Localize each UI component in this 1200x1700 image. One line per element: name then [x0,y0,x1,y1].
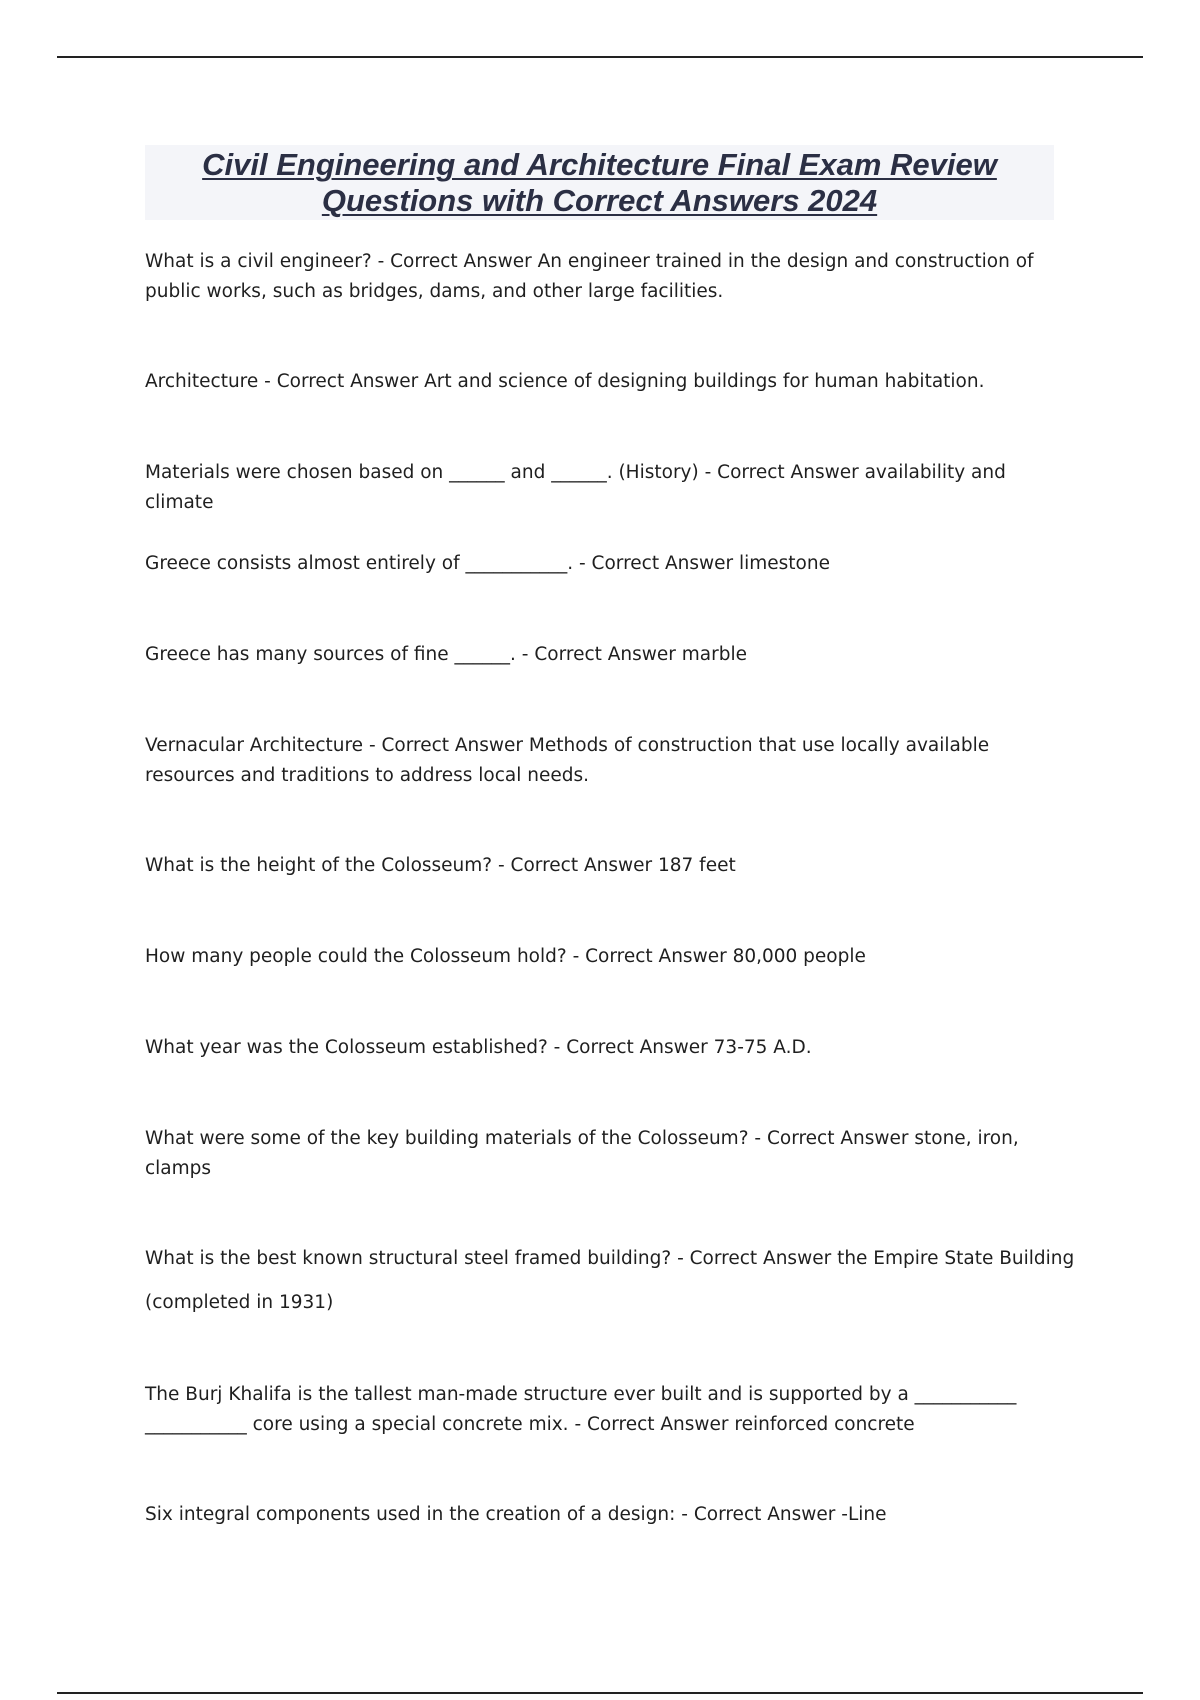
answer-text: reinforced concrete [734,1414,915,1435]
document-title [145,145,1054,220]
question-text: The Burj Khalifa is the tallest man-made structure ever built and is supported by a ___________ ___________ core using a special concrete mix. [145,1384,1017,1435]
answer-text: the Empire State Building (completed in 1931) [145,1248,1075,1313]
qa-item [145,549,1065,579]
question-text: Greece consists almost entirely of ___________. [145,553,574,574]
question-text: Vernacular Architecture [145,735,364,756]
qa-item [145,731,1005,791]
qa-item [145,1237,1075,1325]
qa-item [145,1380,1025,1440]
question-text: How many people could the Colosseum hold? [145,946,567,967]
answer-text: 80,000 people [732,946,866,967]
question-text: What year was the Colosseum established? [145,1037,548,1058]
answer-text: An engineer trained in the design and construction of public works, such as bridges, dams, and other large facilities. [145,251,1034,302]
answer-text: -Line [841,1504,887,1525]
answer-separator: - Correct Answer [363,735,529,756]
answer-text: stone, iron, clamps [145,1128,1019,1179]
answer-separator: - Correct Answer [371,251,538,272]
title-line-2: Questions with Correct Answers 2024 [321,183,878,218]
qa-item [145,942,1065,972]
answer-text: Art and science of designing buildings for human habitation. [424,371,985,392]
answer-text: 73-75 A.D. [713,1037,812,1058]
question-text: Materials were chosen based on ______ and ______. (History) [145,462,699,483]
question-text: What is a civil engineer? [145,251,372,272]
qa-item [145,458,1065,518]
answer-separator: - Correct Answer [492,855,658,876]
question-text: What is the height of the Colosseum? [145,855,493,876]
question-text: What were some of the key building materials of the Colosseum? [145,1128,749,1149]
answer-separator: - Correct Answer [515,644,682,665]
answer-separator: - Correct Answer [258,371,425,392]
answer-separator: - Correct Answer [748,1128,915,1149]
qa-item [145,1033,1065,1063]
answer-separator: - Correct Answer [671,1248,838,1269]
answer-text: limestone [738,553,830,574]
qa-item [145,1124,1025,1184]
title-line-1: Civil Engineering and Architecture Final Exam Review [202,147,997,182]
answer-separator: - Correct Answer [547,1037,714,1058]
qa-item [145,367,1065,397]
qa-item [145,1500,1065,1530]
answer-separator: - Correct Answer [698,462,865,483]
bottom-rule [57,1692,1143,1694]
answer-text: 187 feet [657,855,736,876]
answer-separator: - Correct Answer [675,1504,842,1525]
answer-separator: - Correct Answer [568,1414,735,1435]
qa-item [145,247,1065,307]
qa-item [145,851,1065,881]
question-text: Architecture [145,371,259,392]
answer-separator: - Correct Answer [573,553,739,574]
question-text: What is the best known structural steel framed building? [145,1248,672,1269]
answer-separator: - Correct Answer [566,946,733,967]
question-text: Greece has many sources of fine ______. [145,644,516,665]
answer-text: availability and climate [145,462,1006,513]
answer-text: Methods of construction that use locally available resources and traditions to address local needs. [145,735,990,786]
question-text: Six integral components used in the creation of a design: [145,1504,676,1525]
top-rule [57,56,1143,58]
qa-item [145,640,1065,670]
answer-text: marble [681,644,748,665]
